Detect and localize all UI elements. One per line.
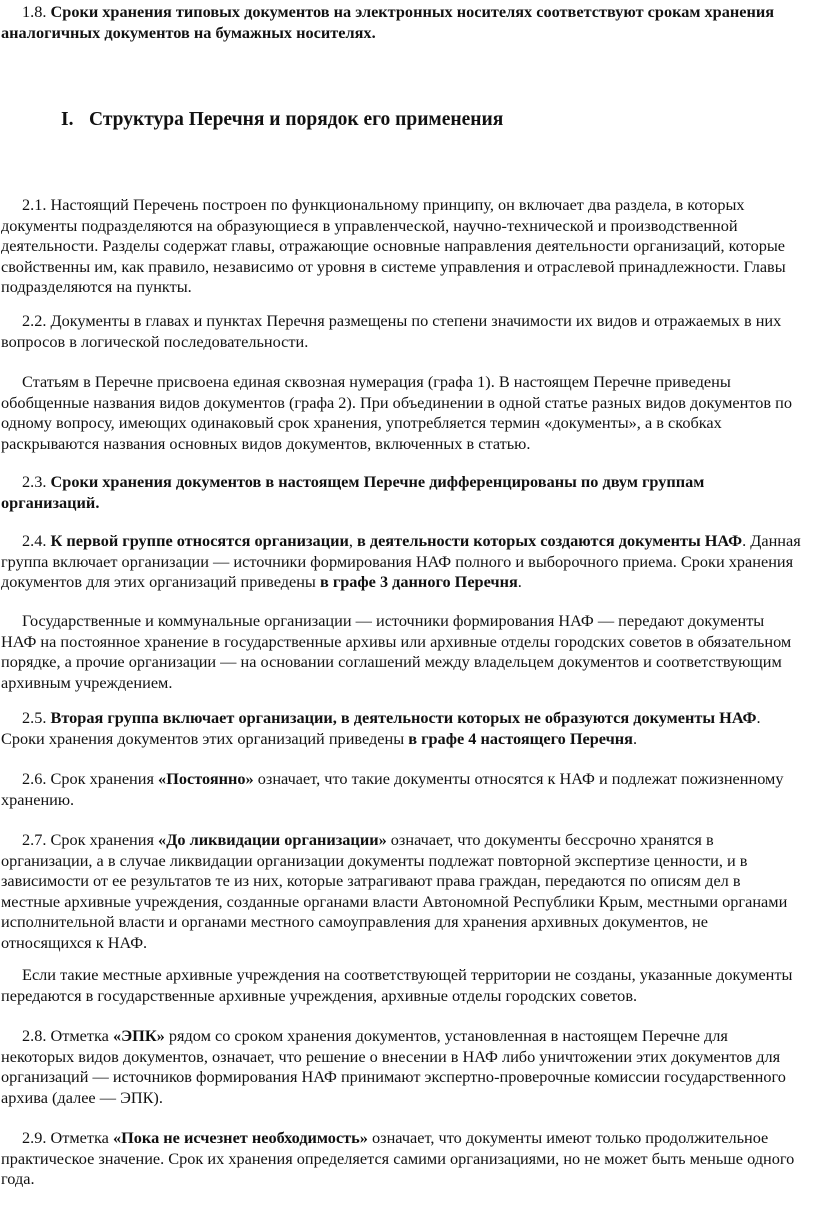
bold-text: «ЭПК» (112, 1026, 165, 1045)
section-number: I. (61, 109, 74, 130)
paragraph-2-4-continued (1, 611, 801, 693)
paragraph-text: . Сроки хранения документов этих организаций приведены (1, 708, 761, 748)
paragraph-text: 2.1. Настоящий Перечень построен по функциональному принципу, он включает два раздела, в которых документы подразделяются на образующиеся в управленческой, научно-технической и производственной деятельности. Разделы содержат главы, отражающие основные направления деятельности организаций, которые свойственны им, как правило, независимо от уровня в системе управления и отраслевой принадлежности. Главы подразделяются на пункты. (1, 195, 786, 296)
paragraph-2-3 (1, 472, 801, 513)
bold-text: «До ликвидации организации» (158, 830, 387, 849)
paragraph-number: 2.3. (22, 472, 51, 491)
paragraph-text: . (632, 728, 638, 748)
bold-text: в графе 4 настоящего Перечня (408, 728, 633, 748)
bold-text: «Пока не исчезнет необходимость» (112, 1128, 368, 1147)
paragraph-2-1 (1, 195, 801, 298)
paragraph-number: 2.5. (22, 708, 51, 727)
paragraph-number: 2.7. Срок хранения (22, 830, 159, 849)
paragraph-text: Статьям в Перечне присвоена единая сквозная нумерация (графа 1). В настоящем Перечне приведены обобщенные названия видов документов (графа 2). При объединении в одной статье разных видов документов по одному вопросу, имеющих одинаковый срок хранения, употребляется термин «документы», а в скобках раскрываются названия основных видов документов, включенных в статью. (1, 372, 792, 453)
paragraph-number: 2.4. (22, 531, 51, 550)
paragraph-2-7-continued (1, 965, 801, 1006)
bold-text: Вторая группа включает организации, в деятельности которых не образуются документы НАФ (50, 708, 757, 727)
paragraph-2-9 (1, 1128, 801, 1190)
bold-text: Сроки хранения документов в настоящем Перечне дифференцированы по двум группам организаций. (1, 472, 705, 512)
bold-text: Сроки хранения типовых документов на электронных носителях соответствуют срокам хранения аналогичных документов на бумажных носителях. (1, 2, 775, 42)
paragraph-text: означает, что документы бессрочно хранятся в организации, а в случае ликвидации организации документы подлежат повторной экспертизе ценности, и в зависимости от ее результатов те из них, которые затрагивают права граждан, передаются по описям дел в местные архивные учреждения, созданные органами власти Автономной Республики Крым, местными органами исполнительной власти и органами местного самоуправления для хранения архивных документов, не относящихся к НАФ. (1, 830, 788, 952)
section-title: Структура Перечня и порядок его применения (89, 109, 504, 130)
paragraph-text: 2.2. Документы в главах и пунктах Перечня размещены по степени значимости их видов и отражаемых в них вопросов в логической последовательности. (1, 311, 782, 351)
paragraph-2-5 (1, 708, 801, 749)
paragraph-number: 2.6. Срок хранения (22, 769, 159, 788)
bold-text: в графе 3 данного Перечня (319, 572, 518, 591)
paragraph-2-8 (1, 1026, 801, 1108)
paragraph-text: рядом со сроком хранения документов, установленная в настоящем Перечне для некоторых видов документов, означает, что решение о внесении в НАФ либо уничтожении этих документов для организаций — источников формирования НАФ принимают экспертно-проверочные комиссии государственного архива (далее — ЭПК). (1, 1026, 786, 1107)
paragraph-text: . Данная группа включает организации — источники формирования НАФ полного и выборочного приема. Сроки хранения документов для этих организаций приведены (1, 531, 801, 591)
paragraph-2-2 (1, 311, 801, 352)
paragraph-number: 2.8. Отметка (22, 1026, 113, 1045)
paragraph-text: , (348, 531, 357, 550)
paragraph-number: 1.8. (22, 2, 51, 21)
paragraph-text: означает, что документы имеют только продолжительное практическое значение. Срок их хранения определяется самими организациями, но не может быть меньше одного года. (1, 1128, 795, 1188)
paragraph-number: 2.9. Отметка (22, 1128, 113, 1147)
bold-text: «Постоянно» (158, 769, 254, 788)
bold-text: К первой группе относятся организации (50, 531, 349, 550)
bold-text: в деятельности которых создаются документы НАФ (356, 531, 743, 550)
paragraph-text: означает, что такие документы относятся к НАФ и подлежат пожизненному хранению. (1, 769, 784, 809)
paragraph-text: Если такие местные архивные учреждения на соответствующей территории не созданы, указанные документы передаются в государственные архивные учреждения, архивные отделы городских советов. (1, 965, 793, 1005)
paragraph-text: Государственные и коммунальные организации — источники формирования НАФ — передают документы НАФ на постоянное хранение в государственные архивы или архивные отделы городских советов в обязательном порядке, а прочие организации — на основании соглашений между владельцем документов и соответствующим архивным учреждением. (1, 611, 792, 692)
paragraph-2-2-continued (1, 372, 801, 454)
paragraph-1-8 (1, 2, 801, 43)
paragraph-2-7 (1, 830, 801, 953)
paragraph-2-6 (1, 769, 801, 810)
section-heading (61, 108, 503, 132)
paragraph-text: . (517, 572, 522, 591)
paragraph-2-4 (1, 531, 801, 593)
